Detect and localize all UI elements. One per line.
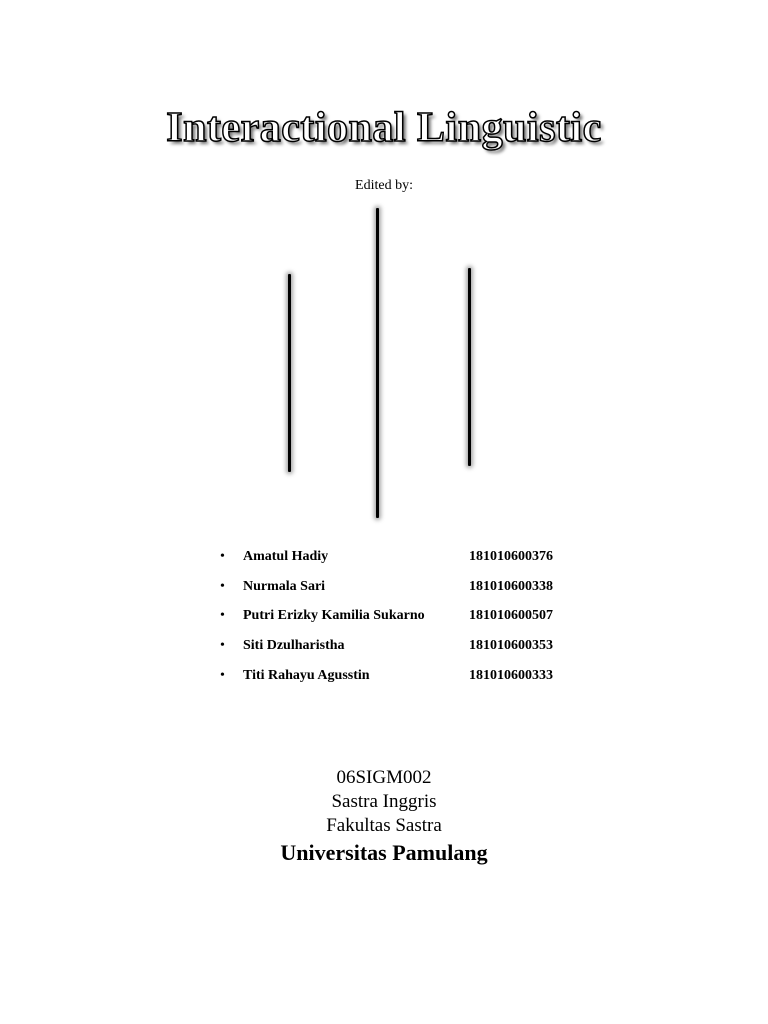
document-title: Interactional Linguistic <box>166 105 602 151</box>
bullet-icon: • <box>220 638 225 654</box>
program-name: Sastra Inggris <box>331 791 437 812</box>
decorative-line-right <box>468 268 471 466</box>
member-id: 181010600507 <box>469 608 553 624</box>
bullet-icon: • <box>220 549 225 564</box>
member-name: Amatul Hadiy <box>243 549 329 564</box>
list-item <box>216 547 616 577</box>
bullet-icon: • <box>220 608 225 624</box>
list-item <box>216 606 616 636</box>
member-id: 181010600353 <box>469 638 553 654</box>
list-item <box>216 577 616 607</box>
member-id: 181010600338 <box>469 578 553 594</box>
list-item <box>216 636 616 666</box>
member-name: Siti Dzulharistha <box>243 638 345 654</box>
institution-block <box>0 766 768 868</box>
member-id: 181010600333 <box>469 667 553 683</box>
decorative-line-center <box>376 208 379 518</box>
member-name: Nurmala Sari <box>243 578 326 594</box>
member-name: Titi Rahayu Agusstin <box>243 667 370 683</box>
edited-by-label: Edited by: <box>355 178 413 193</box>
member-id: 181010600376 <box>469 549 553 564</box>
bullet-icon: • <box>220 667 225 683</box>
class-code: 06SIGM002 <box>336 767 432 788</box>
list-item <box>216 666 616 696</box>
faculty-name: Fakultas Sastra <box>326 815 442 836</box>
university-name: Universitas Pamulang <box>280 840 488 865</box>
bullet-icon: • <box>220 578 225 594</box>
member-name: Putri Erizky Kamilia Sukarno <box>243 608 425 624</box>
decorative-line-left <box>288 274 291 472</box>
member-list <box>216 547 616 695</box>
